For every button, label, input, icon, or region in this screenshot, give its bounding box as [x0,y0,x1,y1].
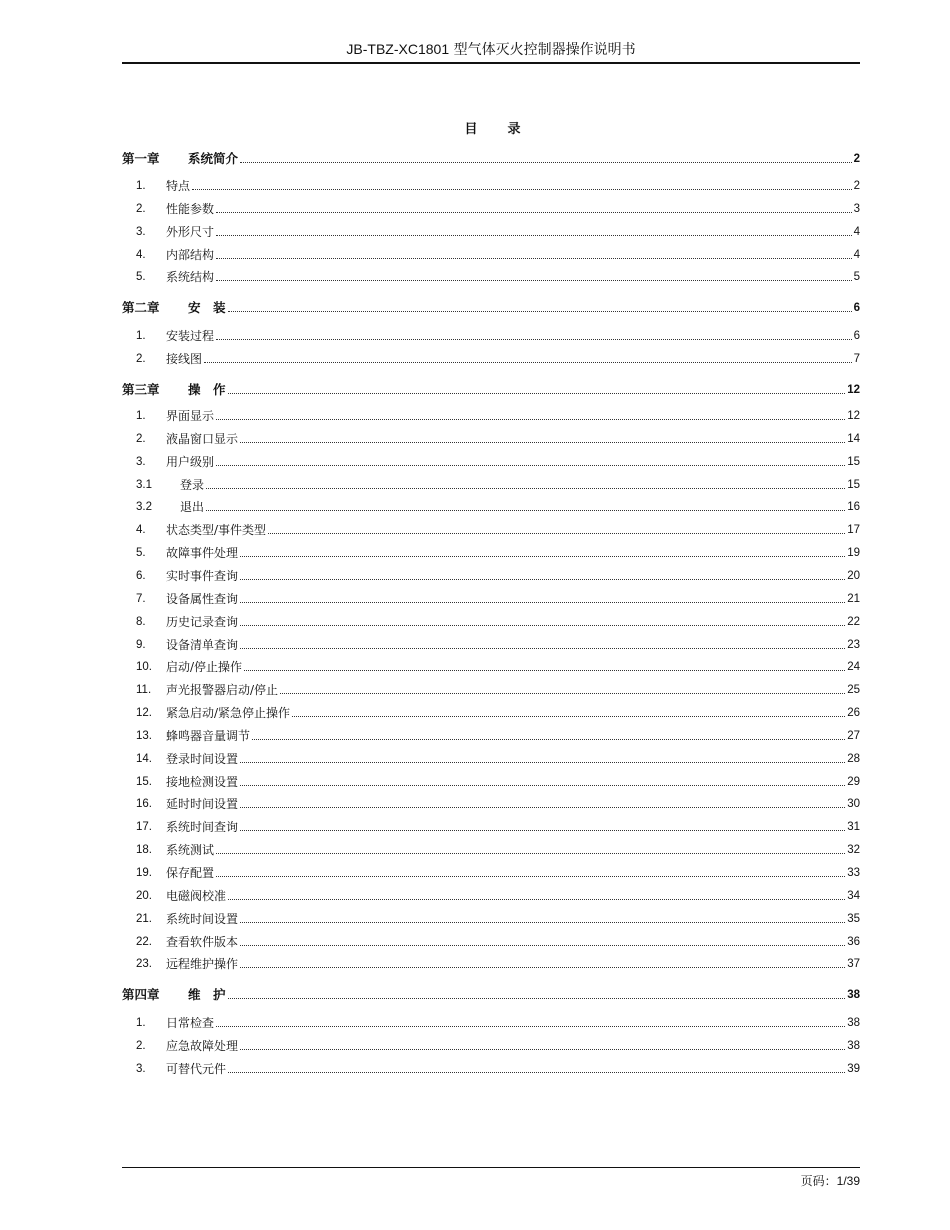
entry-page: 24 [847,661,860,673]
leader-dots [240,830,845,831]
leader-dots [216,853,845,854]
chapter-page: 2 [853,153,860,165]
toc-entry-row[interactable] [122,612,860,630]
entry-number: 10. [136,661,152,673]
toc-entry-row[interactable] [122,772,860,790]
entry-label: 液晶窗口显示 [166,432,239,446]
entry-label: 系统结构 [166,270,215,284]
leader-dots [240,625,845,626]
header-title: 型气体灭火控制器操作说明书 [449,42,636,58]
leader-dots [244,670,845,671]
entry-number: 23. [136,958,152,970]
toc-entry-row[interactable] [122,589,860,607]
entry-label: 远程维护操作 [166,957,239,971]
entry-page: 25 [847,684,860,696]
leader-dots [240,945,845,946]
chapter-title: 操 作 [188,382,226,397]
entry-page: 29 [847,776,860,788]
entry-label: 特点 [166,179,191,193]
toc-entry-row[interactable] [122,749,860,767]
entry-label: 内部结构 [166,248,215,262]
entry-label: 接线图 [166,352,203,366]
leader-dots [280,693,845,694]
entry-label: 可替代元件 [166,1062,227,1076]
entry-number: 11. [136,684,152,696]
entry-page: 34 [847,890,860,902]
entry-number: 2. [136,1040,146,1052]
toc-entry-row[interactable] [122,680,860,698]
leader-dots [228,899,845,900]
entry-number: 16. [136,798,152,810]
entry-number: 17. [136,821,152,833]
chapter-title: 维 护 [188,987,226,1002]
leader-dots [252,739,845,740]
toc-chapter-row[interactable] [122,149,860,167]
entry-label: 系统时间查询 [166,820,239,834]
entry-number: 1. [136,1017,146,1029]
leader-dots [216,212,852,213]
leader-dots [228,998,846,999]
leader-dots [216,235,852,236]
entry-number: 8. [136,616,146,628]
entry-page: 38 [847,1040,860,1052]
entry-number: 19. [136,867,152,879]
entry-page: 4 [853,226,860,238]
entry-page: 31 [847,821,860,833]
entry-number: 1. [136,330,146,342]
toc-entry-row[interactable] [122,520,860,538]
entry-label: 声光报警器启动/停止 [166,683,279,697]
toc-entry-row[interactable] [122,452,860,470]
entry-number: 4. [136,524,146,536]
entry-label: 应急故障处理 [166,1039,239,1053]
toc-entry-row[interactable] [122,1013,860,1031]
entry-page: 7 [853,353,860,365]
entry-page: 22 [847,616,860,628]
entry-page: 36 [847,936,860,948]
leader-dots [216,339,852,340]
toc-title-left: 目 [464,122,478,137]
entry-page: 2 [853,180,860,192]
toc-entry-row[interactable] [122,863,860,881]
entry-page: 23 [847,639,860,651]
entry-number: 21. [136,913,152,925]
entry-number: 2. [136,203,146,215]
page-number-label: 页码： [800,1174,837,1188]
toc-entry-row[interactable] [122,406,860,424]
entry-page: 27 [847,730,860,742]
entry-page: 16 [847,501,860,513]
entry-number: 18. [136,844,152,856]
chapter-title: 系统简介 [188,151,239,166]
leader-dots [216,876,845,877]
entry-page: 20 [847,570,860,582]
leader-dots [240,1049,845,1050]
entry-label: 登录时间设置 [166,752,239,766]
toc-entry-row[interactable] [122,954,860,972]
page-number [801,1172,860,1189]
entry-label: 设备清单查询 [166,638,239,652]
leader-dots [240,442,845,443]
toc-entry-row[interactable] [122,886,860,904]
entry-number: 12. [136,707,152,719]
entry-number: 3.1 [136,479,152,491]
toc-entry-row[interactable] [122,245,860,263]
entry-number: 3.2 [136,501,152,513]
entry-label: 查看软件版本 [166,935,239,949]
leader-dots [240,967,845,968]
toc-entry-row[interactable] [122,932,860,950]
entry-page: 28 [847,753,860,765]
toc-entry-row[interactable] [122,840,860,858]
leader-dots [240,602,845,603]
entry-number: 2. [136,433,146,445]
entry-label: 用户级别 [166,455,215,469]
toc-entry-row[interactable] [122,1059,860,1077]
entry-page: 32 [847,844,860,856]
page-number-value: 1/39 [836,1174,860,1188]
toc-entry-row[interactable] [122,635,860,653]
toc-entry-row[interactable] [122,1036,860,1054]
header-model: JB-TBZ-XC1801 [346,41,450,57]
toc-entry-row[interactable] [122,909,860,927]
entry-label: 接地检测设置 [166,775,239,789]
chapter-number: 第一章 [122,151,160,166]
entry-page: 6 [853,330,860,342]
toc-chapter-row[interactable] [122,985,860,1003]
toc-entry-row[interactable] [122,222,860,240]
chapter-title: 安 装 [188,300,226,315]
leader-dots [216,465,845,466]
toc-entry-row[interactable] [122,566,860,584]
toc-entry-row[interactable] [122,429,860,447]
leader-dots [216,280,852,281]
entry-number: 14. [136,753,152,765]
entry-page: 3 [853,203,860,215]
leader-dots [240,579,845,580]
entry-label: 延时时间设置 [166,797,239,811]
entry-page: 17 [847,524,860,536]
leader-dots [240,648,845,649]
entry-number: 3. [136,1063,146,1075]
toc-entry-row[interactable] [122,657,860,675]
leader-dots [192,189,852,190]
leader-dots [240,556,845,557]
toc-entry-row[interactable] [122,497,860,515]
leader-dots [268,533,845,534]
leader-dots [206,488,845,489]
entry-page: 12 [847,410,860,422]
leader-dots [216,419,845,420]
entry-number: 7. [136,593,146,605]
entry-number: 1. [136,410,146,422]
entry-number: 20. [136,890,152,902]
chapter-page: 6 [853,302,860,314]
entry-label: 性能参数 [166,202,215,216]
toc-entry-row[interactable] [122,794,860,812]
toc-entry-row[interactable] [122,817,860,835]
page-header [122,38,860,64]
entry-page: 5 [853,271,860,283]
entry-number: 5. [136,547,146,559]
entry-page: 30 [847,798,860,810]
entry-number: 4. [136,249,146,261]
chapter-page: 12 [847,384,860,396]
entry-label: 实时事件查询 [166,569,239,583]
entry-page: 37 [847,958,860,970]
entry-page: 15 [847,456,860,468]
entry-page: 15 [847,479,860,491]
entry-number: 5. [136,271,146,283]
toc-chapter-row[interactable] [122,380,860,398]
entry-label: 设备属性查询 [166,592,239,606]
leader-dots [240,922,845,923]
entry-label: 蜂鸣器音量调节 [166,729,251,743]
toc-entry-row[interactable] [122,543,860,561]
entry-page: 39 [847,1063,860,1075]
entry-label: 界面显示 [166,409,215,423]
entry-label: 系统测试 [166,843,215,857]
entry-label: 启动/停止操作 [166,660,243,674]
entry-page: 33 [847,867,860,879]
entry-page: 4 [853,249,860,261]
leader-dots [228,1072,845,1073]
entry-number: 1. [136,180,146,192]
toc-chapter-row[interactable] [122,298,860,316]
entry-number: 15. [136,776,152,788]
toc-entry-row[interactable] [122,726,860,744]
leader-dots [240,762,845,763]
entry-label: 电磁阀校准 [166,889,227,903]
entry-number: 3. [136,456,146,468]
leader-dots [240,807,845,808]
chapter-page: 38 [847,989,860,1001]
toc-entry-row[interactable] [122,349,860,367]
leader-dots [204,362,852,363]
toc-entry-row[interactable] [122,199,860,217]
entry-number: 22. [136,936,152,948]
entry-label: 安装过程 [166,329,215,343]
entry-number: 9. [136,639,146,651]
entry-label: 历史记录查询 [166,615,239,629]
chapter-number: 第三章 [122,382,160,397]
leader-dots [216,258,852,259]
page-footer [122,1167,860,1188]
toc-title [0,118,950,137]
toc-entry-row[interactable] [122,475,860,493]
toc-entry-row[interactable] [122,703,860,721]
entry-page: 14 [847,433,860,445]
leader-dots [240,162,852,163]
entry-number: 13. [136,730,152,742]
entry-label: 紧急启动/紧急停止操作 [166,706,291,720]
chapter-number: 第二章 [122,300,160,315]
leader-dots [228,393,846,394]
leader-dots [216,1026,845,1027]
entry-label: 退出 [180,500,205,514]
entry-page: 38 [847,1017,860,1029]
entry-label: 外形尺寸 [166,225,215,239]
entry-label: 故障事件处理 [166,546,239,560]
toc-entry-row[interactable] [122,267,860,285]
entry-label: 状态类型/事件类型 [166,523,267,537]
leader-dots [292,716,845,717]
leader-dots [228,311,852,312]
entry-number: 3. [136,226,146,238]
entry-page: 21 [847,593,860,605]
entry-label: 系统时间设置 [166,912,239,926]
toc-entry-row[interactable] [122,326,860,344]
entry-page: 35 [847,913,860,925]
entry-label: 保存配置 [166,866,215,880]
entry-page: 19 [847,547,860,559]
entry-number: 6. [136,570,146,582]
chapter-number: 第四章 [122,987,160,1002]
toc-title-right: 录 [507,122,521,137]
entry-page: 26 [847,707,860,719]
entry-label: 登录 [180,478,205,492]
entry-label: 日常检查 [166,1016,215,1030]
entry-number: 2. [136,353,146,365]
leader-dots [206,510,845,511]
leader-dots [240,785,845,786]
toc-entry-row[interactable] [122,176,860,194]
